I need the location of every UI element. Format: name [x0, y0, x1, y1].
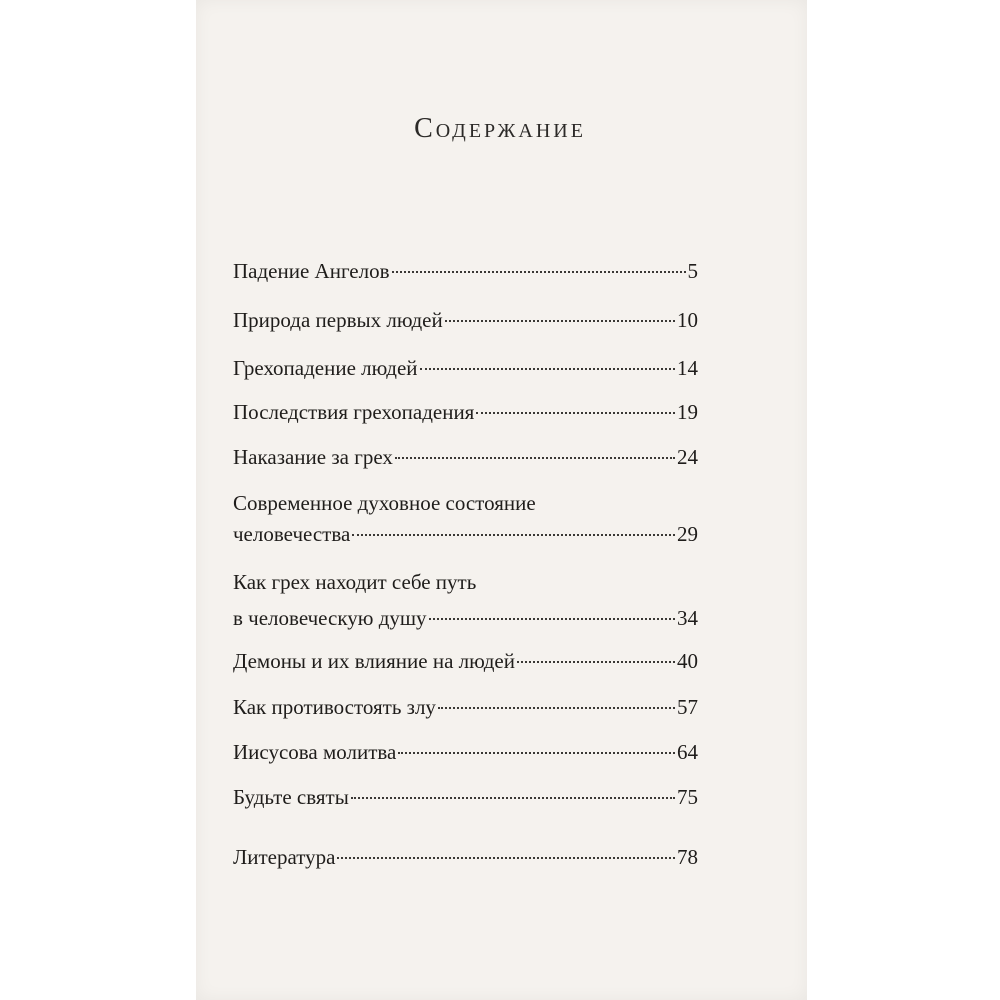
dot-leader: [429, 618, 675, 620]
toc-entry-page: 57: [677, 695, 698, 719]
toc-entry-title: Наказание за грех: [233, 445, 393, 469]
toc-entry-title: Будьте святы: [233, 785, 349, 809]
dot-leader: [445, 320, 675, 322]
dot-leader: [395, 457, 675, 459]
toc-entry-title-line2: в человеческую душу: [233, 606, 427, 630]
toc-entry-page: 29: [677, 522, 698, 546]
toc-entry: [233, 692, 698, 723]
dot-leader: [398, 752, 675, 754]
dot-leader: [420, 368, 675, 370]
page-title: [0, 112, 1000, 145]
toc-entry: [233, 737, 698, 768]
toc-entry-title: Литература: [233, 845, 336, 869]
dot-leader: [517, 661, 675, 663]
toc-entry-title: Грехопадение людей: [233, 356, 418, 380]
toc-entry-title-line1: Современное духовное состояние: [233, 491, 536, 515]
toc-entry-page: 34: [677, 606, 698, 630]
toc-entry-page: 19: [677, 400, 698, 424]
toc-entry-page: 10: [677, 308, 698, 332]
toc-entry-title: Падение Ангелов: [233, 259, 390, 283]
dot-leader: [352, 534, 675, 536]
toc-entry-page: 40: [677, 649, 698, 673]
toc-entry: [233, 842, 698, 873]
dot-leader: [351, 797, 675, 799]
toc-entry: [233, 305, 698, 336]
toc-entry: [233, 782, 698, 813]
dot-leader: [392, 271, 686, 273]
toc-entry-page: 14: [677, 356, 698, 380]
toc-entry-title-line2: человечества: [233, 522, 351, 546]
dot-leader: [438, 707, 675, 709]
toc-entry-title: Последствия грехопадения: [233, 400, 475, 424]
toc-entry-page: 75: [677, 785, 698, 809]
dot-leader: [337, 857, 675, 859]
toc-entry-page: 5: [687, 259, 698, 283]
dot-leader: [476, 412, 675, 414]
toc-entry-title: Иисусова молитва: [233, 740, 397, 764]
toc-entry-title: Демоны и их влияние на людей: [233, 649, 515, 673]
toc-entry: [233, 488, 698, 550]
toc-entry-page: 24: [677, 445, 698, 469]
toc-entry: [233, 442, 698, 473]
toc-entry: [233, 256, 698, 287]
toc-entry-page: 64: [677, 740, 698, 764]
toc-entry-title-line1: Как грех находит себе путь: [233, 570, 477, 594]
toc-entry: [233, 353, 698, 384]
toc-entry: [233, 397, 698, 428]
toc-entry-page: 78: [677, 845, 698, 869]
toc-entry: [233, 646, 698, 677]
toc-entry-title: Природа первых людей: [233, 308, 443, 332]
title-text: Содержание: [414, 113, 586, 144]
toc-entry: [233, 567, 698, 634]
toc-entry-title: Как противостоять злу: [233, 695, 436, 719]
